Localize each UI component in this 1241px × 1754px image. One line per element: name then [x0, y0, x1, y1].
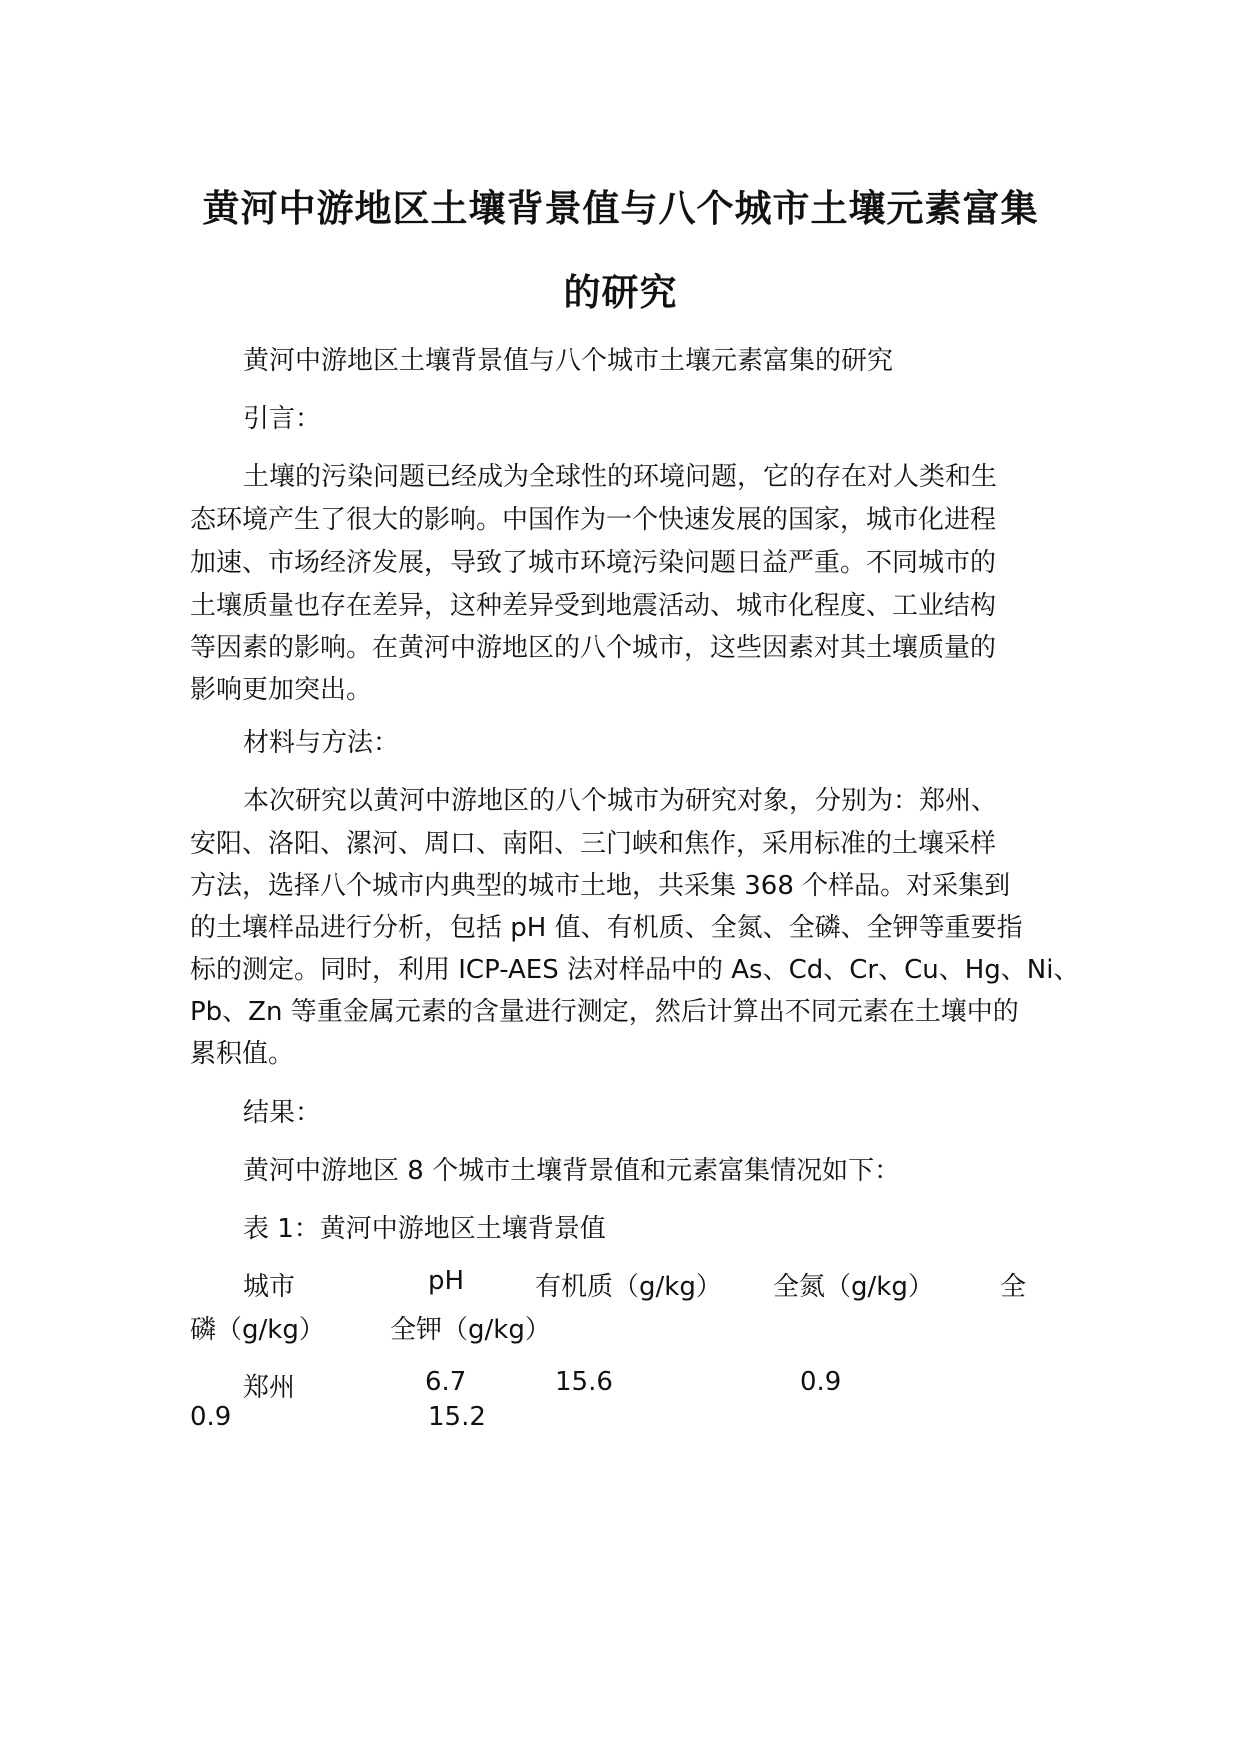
methods-line-2: 安阳、洛阳、漯河、周口、南阳、三门峡和焦作，采用标准的土壤采样 — [190, 829, 997, 859]
methods-heading: 材料与方法： — [243, 728, 400, 758]
document-title-line-1: 黄河中游地区土壤背景值与八个城市土壤元素富集 — [202, 187, 1039, 230]
table-header-total-nitrogen: 全氮（g/kg） — [773, 1272, 934, 1302]
table-cell-total-potassium: 15.2 — [428, 1402, 486, 1432]
methods-line-6: Pb、Zn 等重金属元素的含量进行测定，然后计算出不同元素在土壤中的 — [190, 997, 1019, 1027]
table-header-total-phosphorus-part1: 全 — [1000, 1272, 1027, 1302]
table-header-organic-matter: 有机质（g/kg） — [535, 1272, 722, 1302]
results-heading: 结果： — [243, 1098, 322, 1128]
table-header-total-potassium: 全钾（g/kg） — [390, 1315, 551, 1345]
results-intro: 黄河中游地区 8 个城市土壤背景值和元素富集情况如下： — [243, 1156, 901, 1186]
methods-line-1: 本次研究以黄河中游地区的八个城市为研究对象，分别为：郑州、 — [243, 786, 998, 816]
intro-heading: 引言： — [243, 404, 322, 434]
table-cell-total-nitrogen: 0.9 — [800, 1367, 842, 1397]
methods-line-5: 标的测定。同时，利用 ICP-AES 法对样品中的 As、Cd、Cr、Cu、Hg、Ni、 — [190, 955, 1080, 985]
intro-line-3: 加速、市场经济发展，导致了城市环境污染问题日益严重。不同城市的 — [190, 548, 997, 578]
methods-line-7: 累积值。 — [190, 1039, 295, 1069]
document-title-line-2: 的研究 — [563, 271, 678, 314]
intro-line-2: 态环境产生了很大的影响。中国作为一个快速发展的国家，城市化进程 — [190, 505, 997, 535]
methods-line-4: 的土壤样品进行分析，包括 pH 值、有机质、全氮、全磷、全钾等重要指 — [190, 913, 1023, 943]
table-header-city: 城市 — [243, 1272, 296, 1302]
table-cell-city: 郑州 — [243, 1373, 296, 1403]
intro-line-1: 土壤的污染问题已经成为全球性的环境问题，它的存在对人类和生 — [243, 462, 998, 492]
intro-line-5: 等因素的影响。在黄河中游地区的八个城市，这些因素对其土壤质量的 — [190, 633, 997, 663]
table-caption: 表 1：黄河中游地区土壤背景值 — [243, 1214, 606, 1244]
table-cell-organic-matter: 15.6 — [555, 1367, 613, 1397]
table-cell-total-phosphorus: 0.9 — [190, 1402, 232, 1432]
subtitle: 黄河中游地区土壤背景值与八个城市土壤元素富集的研究 — [243, 346, 894, 376]
table-cell-ph: 6.7 — [425, 1367, 467, 1397]
intro-line-4: 土壤质量也存在差异，这种差异受到地震活动、城市化程度、工业结构 — [190, 591, 997, 621]
intro-line-6: 影响更加突出。 — [190, 675, 373, 705]
table-header-ph: pH — [428, 1266, 465, 1296]
table-header-total-phosphorus-part2: 磷（g/kg） — [190, 1315, 325, 1345]
methods-line-3: 方法，选择八个城市内典型的城市土地，共采集 368 个样品。对采集到 — [190, 871, 1011, 901]
